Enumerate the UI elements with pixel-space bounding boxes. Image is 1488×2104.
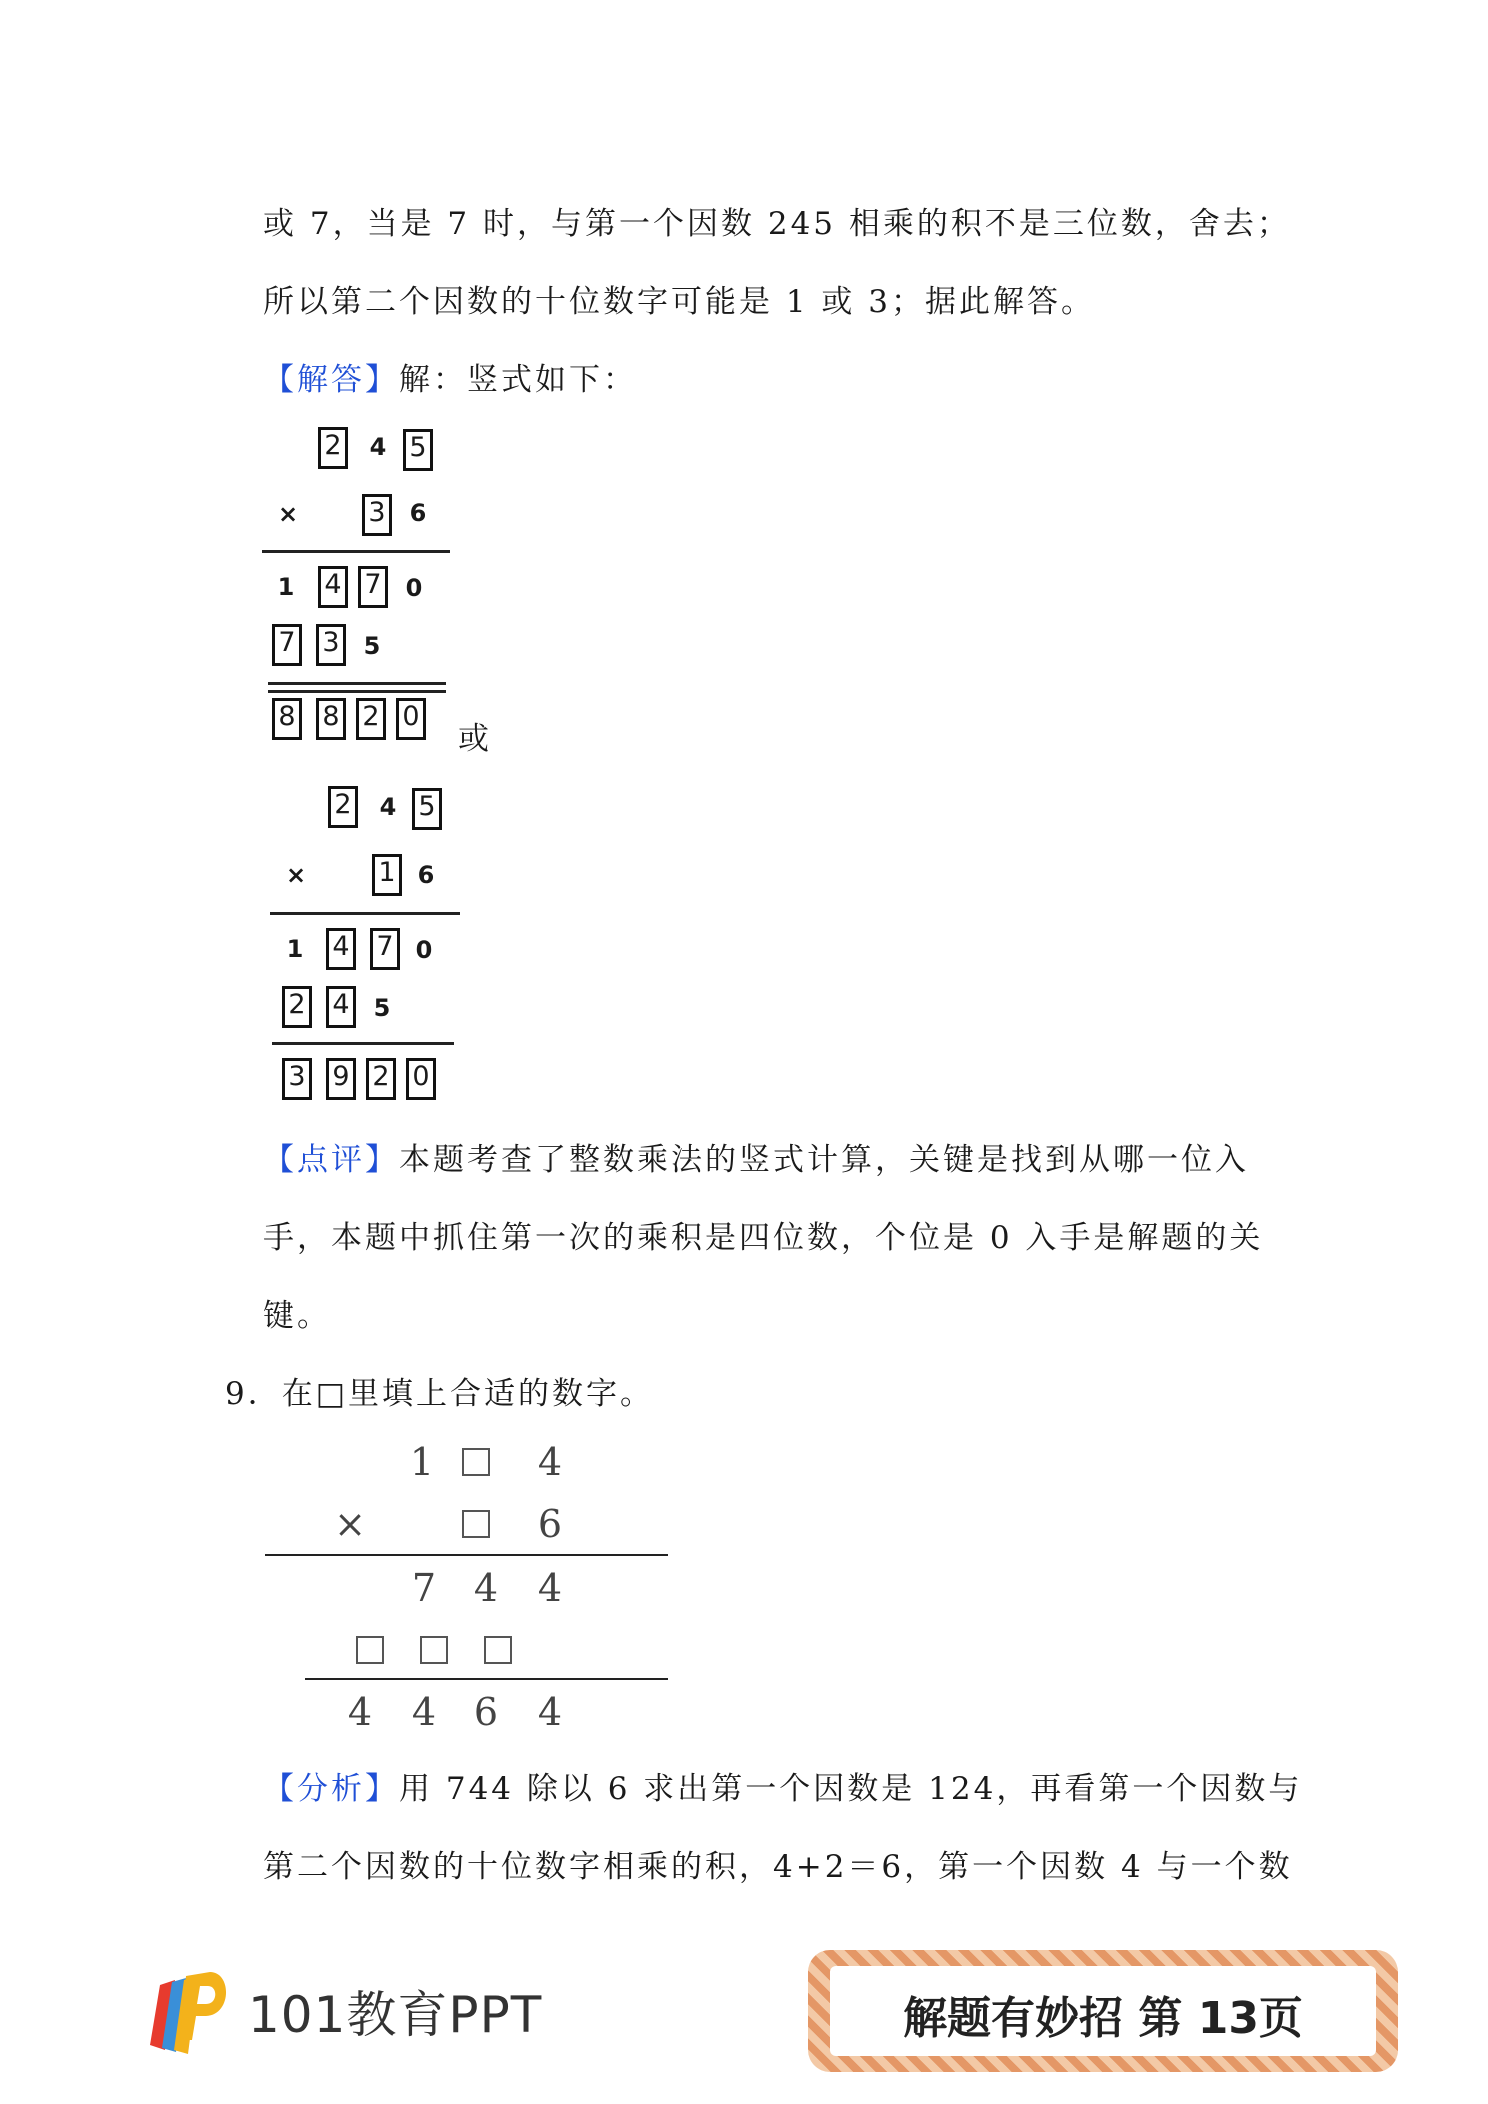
digit: 7 [411,1566,437,1610]
answer-tag: 【解答】 [263,362,399,398]
multiply-sign: × [286,861,307,889]
empty-box [420,1636,448,1664]
digit: 4 [537,1440,563,1484]
digit: 5 [373,994,391,1022]
digit: 6 [537,1502,563,1546]
analysis-tag: 【分析】 [263,1771,399,1807]
digit-box: 0 [406,1058,436,1100]
digit: 1 [286,935,304,963]
divider-line [262,550,450,553]
digit-box: 8 [316,698,346,740]
empty-box [462,1510,490,1538]
or-text: 或 [458,721,492,757]
empty-box [356,1636,384,1664]
digit: 1 [409,1440,435,1484]
logo-text: 101教育PPT [248,1986,543,2044]
comment-line-3: 键。 [263,1298,331,1334]
digit: 0 [415,936,433,964]
comment-line-1 [263,1134,1249,1179]
digit-box: 2 [356,698,386,740]
answer-text: 解：竖式如下： [399,362,637,398]
digit-box: 3 [316,624,346,666]
banner-text: 解题有妙招 第 13页 [903,1993,1303,2044]
digit: 5 [363,632,381,660]
logo-icon [140,1960,235,2060]
digit: 4 [537,1566,563,1610]
empty-box [484,1636,512,1664]
divider-line [305,1678,668,1680]
digit: 4 [369,433,387,461]
answer-heading [263,354,637,399]
digit: 1 [277,573,295,601]
digit-box: 9 [326,1058,356,1100]
digit-box: 2 [282,986,312,1028]
multiply-sign: × [334,1502,366,1546]
analysis-line-2: 第二个因数的十位数字相乘的积，4+2＝6，第一个因数 4 与一个数 [263,1849,1293,1885]
digit-box: 4 [318,566,348,608]
digit: 4 [473,1566,499,1610]
digit-box: 7 [272,624,302,666]
digit-box: 5 [403,429,433,471]
divider-line [265,1554,668,1556]
digit-box: 1 [372,854,402,896]
question-text: 在□里填上合适的数字。 [281,1376,655,1412]
digit-box: 3 [362,494,392,536]
digit-box: 0 [396,698,426,740]
paragraph-line-1: 或 7，当是 7 时，与第一个因数 245 相乘的积不是三位数，舍去； [263,206,1291,242]
question-number: 9． [225,1376,282,1412]
digit-box: 3 [282,1058,312,1100]
divider-line [268,682,446,685]
banner-inner [830,1966,1376,2056]
comment-line-2: 手，本题中抓住第一次的乘积是四位数，个位是 0 入手是解题的关 [263,1220,1264,1256]
empty-box [462,1448,490,1476]
digit: 4 [411,1690,437,1734]
question-9 [225,1368,654,1413]
multiply-sign: × [278,500,299,528]
digit: 4 [347,1690,373,1734]
digit-box: 7 [358,566,388,608]
digit-box: 8 [272,698,302,740]
analysis-text: 用 744 除以 6 求出第一个因数是 124，再看第一个因数与 [399,1771,1303,1807]
divider-line [272,1042,454,1045]
page-banner [808,1950,1398,2072]
digit-box: 5 [412,788,442,830]
digit-box: 4 [326,928,356,970]
digit-box: 2 [366,1058,396,1100]
digit: 4 [379,793,397,821]
digit: 6 [473,1690,499,1734]
digit: 0 [405,574,423,602]
digit-box: 2 [318,427,348,469]
comment-text: 本题考查了整数乘法的竖式计算，关键是找到从哪一位入 [399,1142,1249,1178]
analysis-line-1 [263,1763,1302,1808]
divider-line [270,912,460,915]
digit-box: 7 [370,928,400,970]
digit-box: 4 [326,986,356,1028]
digit-box: 2 [328,786,358,828]
divider-line [268,690,446,693]
paragraph-line-2: 所以第二个因数的十位数字可能是 1 或 3；据此解答。 [263,284,1096,320]
digit: 4 [537,1690,563,1734]
comment-tag: 【点评】 [263,1142,399,1178]
digit: 6 [417,861,435,889]
digit: 6 [409,499,427,527]
